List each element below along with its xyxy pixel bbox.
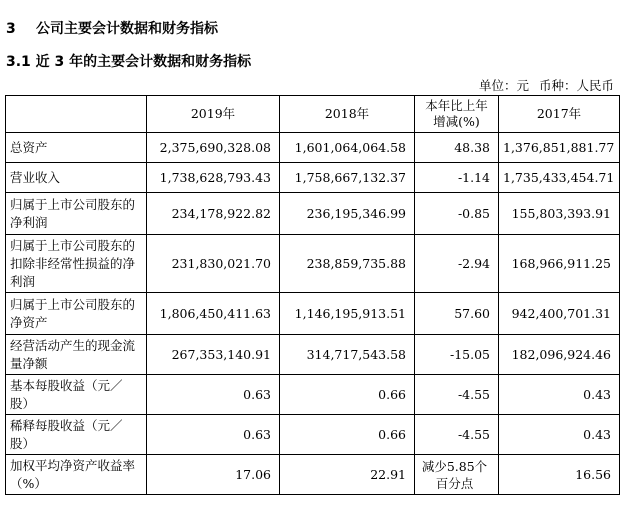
value-change: -1.14: [415, 163, 499, 193]
value-2019: 17.06: [147, 455, 280, 495]
value-2018: 0.66: [280, 415, 415, 455]
table-row: [6, 163, 620, 193]
value-2018: 1,601,064,064.58: [280, 133, 415, 163]
table-row: [6, 375, 620, 415]
section-number: 3: [6, 21, 16, 37]
row-label: 总资产: [6, 133, 147, 163]
financial-indicators-table: [5, 95, 620, 495]
table-row: [6, 415, 620, 455]
value-2017: 1,376,851,881.77: [499, 133, 620, 163]
table-row: [6, 335, 620, 375]
header-2017: 2017年: [499, 96, 620, 133]
table-header-row: [6, 96, 620, 133]
value-change: -15.05: [415, 335, 499, 375]
value-2019: 2,375,690,328.08: [147, 133, 280, 163]
value-2019: 231,830,021.70: [147, 235, 280, 293]
row-label: 基本每股收益（元／股）: [6, 375, 147, 415]
value-change: -4.55: [415, 375, 499, 415]
table-row: [6, 293, 620, 335]
value-2017: 1,735,433,454.71: [499, 163, 620, 193]
header-2018: 2018年: [280, 96, 415, 133]
table-row: [6, 455, 620, 495]
header-change: 本年比上年 增减(%): [415, 96, 499, 133]
unit-label: 单位：元: [479, 78, 530, 93]
table-row: [6, 235, 620, 293]
value-2018: 314,717,543.58: [280, 335, 415, 375]
value-2017: 155,803,393.91: [499, 193, 620, 235]
value-2018: 238,859,735.88: [280, 235, 415, 293]
value-2019: 0.63: [147, 415, 280, 455]
value-2019: 267,353,140.91: [147, 335, 280, 375]
row-label: 归属于上市公司股东的净利润: [6, 193, 147, 235]
row-label: 归属于上市公司股东的扣除非经常性损益的净利润: [6, 235, 147, 293]
section-title: 公司主要会计数据和财务指标: [36, 21, 218, 37]
value-change: 57.60: [415, 293, 499, 335]
value-change: 减少5.85个百分点: [415, 455, 499, 495]
row-label: 营业收入: [6, 163, 147, 193]
row-label: 经营活动产生的现金流量净额: [6, 335, 147, 375]
subsection-heading: 3.1 近 3 年的主要会计数据和财务指标: [6, 54, 252, 70]
value-2017: 942,400,701.31: [499, 293, 620, 335]
value-change: -4.55: [415, 415, 499, 455]
row-label: 归属于上市公司股东的净资产: [6, 293, 147, 335]
value-2018: 1,146,195,913.51: [280, 293, 415, 335]
value-change: -0.85: [415, 193, 499, 235]
table-row: [6, 193, 620, 235]
value-2019: 234,178,922.82: [147, 193, 280, 235]
section-heading: [6, 18, 218, 38]
value-2017: 168,966,911.25: [499, 235, 620, 293]
value-2017: 182,096,924.46: [499, 335, 620, 375]
row-label: 稀释每股收益（元／股）: [6, 415, 147, 455]
unit-line: [477, 76, 614, 94]
value-2017: 16.56: [499, 455, 620, 495]
value-2018: 236,195,346.99: [280, 193, 415, 235]
header-2019: 2019年: [147, 96, 280, 133]
value-2018: 22.91: [280, 455, 415, 495]
header-empty: [6, 96, 147, 133]
value-2017: 0.43: [499, 375, 620, 415]
value-2019: 0.63: [147, 375, 280, 415]
value-change: -2.94: [415, 235, 499, 293]
value-2018: 1,758,667,132.37: [280, 163, 415, 193]
value-2017: 0.43: [499, 415, 620, 455]
table-row: [6, 133, 620, 163]
value-2019: 1,806,450,411.63: [147, 293, 280, 335]
value-2019: 1,738,628,793.43: [147, 163, 280, 193]
value-2018: 0.66: [280, 375, 415, 415]
currency-label: 币种：人民币: [538, 78, 614, 93]
row-label: 加权平均净资产收益率（%）: [6, 455, 147, 495]
value-change: 48.38: [415, 133, 499, 163]
